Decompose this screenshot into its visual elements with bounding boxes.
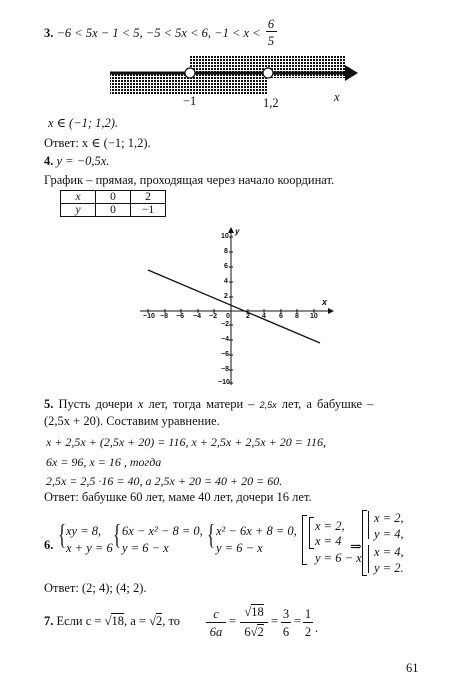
- table-row: [61, 191, 166, 204]
- fraction-denominator: 6: [282, 625, 290, 639]
- open-point-one-point-two: [263, 68, 273, 78]
- fraction-bar: [266, 31, 277, 32]
- problem-7-text: , то: [162, 614, 181, 628]
- graph-x-axis-label: x: [322, 297, 328, 307]
- y-tick-label: −4: [221, 336, 229, 343]
- radicand: 2: [257, 625, 264, 639]
- fraction-bar: [206, 622, 226, 623]
- problem-5-equation-1: x + 2,5x + (2,5x + 20) = 116, x + 2,5x + 2,5x + 20 = 116,: [46, 435, 326, 449]
- graph-y-axis-label: y: [235, 227, 240, 236]
- table-cell: 2: [131, 191, 166, 204]
- problem-5-text: лет, тогда матери –: [148, 397, 255, 411]
- system-equation: x² − 6x + 8 = 0,: [216, 524, 297, 538]
- x-tick-label: 8: [295, 313, 299, 320]
- value-table: [60, 190, 166, 217]
- system-brace: {: [207, 520, 216, 551]
- table-row: [61, 204, 166, 217]
- x-tick-label: −2: [209, 313, 217, 320]
- problem-6-answer: Ответ: (2; 4); (4; 2).: [44, 581, 147, 595]
- fraction-numerator: 3: [282, 607, 290, 621]
- problem-number: 4.: [44, 154, 54, 168]
- problem-7-line: [44, 615, 180, 628]
- system-equation: x = 4,: [374, 545, 404, 559]
- table-cell: x: [61, 191, 96, 204]
- problem-5-answer: Ответ: бабушке 60 лет, маме 40 лет, дочери 16 лет.: [44, 490, 312, 504]
- collection-bracket: [309, 517, 314, 549]
- sqrt-expression: √18: [104, 614, 124, 628]
- collection-bracket: [362, 510, 367, 576]
- equals-sign: =: [271, 614, 279, 628]
- y-tick-label: 6: [224, 263, 228, 270]
- problem-5-line-1: [44, 398, 373, 411]
- system-equation: x = 4: [315, 534, 342, 548]
- fraction-bar: [240, 622, 268, 623]
- table-cell: −1: [131, 204, 166, 217]
- x-tick-label: −6: [176, 313, 184, 320]
- fraction-numerator: 6: [267, 17, 275, 31]
- function-graph: [130, 225, 340, 390]
- problem-number: 6.: [44, 538, 54, 552]
- function-line: [148, 270, 320, 343]
- x-tick-label: 0: [226, 313, 230, 320]
- page-number: 61: [406, 661, 419, 675]
- system-equation: y = 6 − x: [122, 541, 169, 555]
- x-tick-label: 6: [279, 313, 283, 320]
- system-equation: y = 6 − x: [216, 541, 263, 555]
- y-tick-label: −10: [218, 379, 230, 386]
- number-line: [100, 50, 360, 105]
- problem-number: 7.: [44, 614, 54, 628]
- problem-3-answer: Ответ: x ∈ (−1; 1,2).: [44, 136, 151, 150]
- system-brace: [302, 515, 307, 565]
- radicand: 18: [251, 605, 264, 619]
- system-brace: {: [58, 520, 67, 551]
- problem-7-text: , a =: [123, 614, 146, 628]
- y-tick-label: −8: [221, 366, 229, 373]
- fraction-bar: [281, 622, 291, 623]
- system-equation: xy = 8,: [66, 524, 102, 538]
- problem-5-equation-2: 6x = 96, x = 16 , тогда: [46, 455, 162, 469]
- fraction-denominator: 6√2: [244, 625, 264, 639]
- problem-5-expression: 2,5x: [259, 400, 277, 410]
- y-tick-label: −2: [221, 321, 229, 328]
- radicand: 18: [111, 614, 124, 628]
- open-point-minus-one: [185, 68, 195, 78]
- coefficient: 6: [244, 625, 251, 639]
- x-tick-label: −8: [160, 313, 168, 320]
- y-tick-label: 10: [221, 233, 229, 240]
- axis-arrow-icon: [345, 65, 358, 81]
- y-tick-label: −6: [221, 351, 229, 358]
- problem-5-variable: x: [137, 397, 144, 411]
- system-brace: [368, 511, 372, 539]
- y-tick-label: 4: [224, 278, 228, 285]
- problem-3-line: [44, 27, 261, 40]
- system-brace: {: [113, 520, 122, 551]
- fraction-denominator: 2: [304, 625, 312, 639]
- fraction-numerator: c: [213, 607, 219, 621]
- system-brace: [368, 545, 372, 573]
- x-tick-label: 10: [310, 313, 318, 320]
- table-cell: 0: [96, 204, 131, 217]
- number-line-label-minus-one: −1: [183, 94, 197, 108]
- system-equation: y = 2.: [374, 561, 404, 575]
- fraction-denominator: 6a: [209, 625, 223, 639]
- number-line-axis-label: x: [334, 90, 340, 104]
- problem-7-text: Если c =: [56, 614, 102, 628]
- equals-sign: =: [294, 614, 302, 628]
- implies-arrow-icon: ⇒: [350, 540, 362, 555]
- sqrt-expression: √2: [149, 614, 163, 628]
- fraction-bar: [303, 622, 313, 623]
- problem-5-line-2: (2,5x + 20). Составим уравнение.: [44, 414, 220, 428]
- system-equation: y = 4,: [374, 527, 404, 541]
- equals-sign: =: [229, 614, 237, 628]
- problem-number: 5.: [44, 397, 54, 411]
- fraction-numerator: 1: [304, 607, 312, 621]
- problem-number: 3.: [44, 26, 54, 40]
- table-cell: 0: [96, 191, 131, 204]
- table-cell: y: [61, 204, 96, 217]
- problem-5-text: Пусть дочери: [58, 397, 133, 411]
- x-tick-label: 4: [262, 313, 266, 320]
- inequality-chain: −6 < 5x − 1 < 5, −5 < 5x < 6, −1 < x <: [56, 26, 261, 40]
- x-tick-label: −4: [193, 313, 201, 320]
- fraction-denominator: 5: [267, 34, 275, 48]
- interval-result: x ∈ (−1; 1,2).: [48, 116, 119, 130]
- graph-description: График – прямая, проходящая через начало координат.: [44, 173, 335, 187]
- system-equation: x = 2,: [315, 519, 345, 533]
- y-tick-label: 8: [224, 248, 228, 255]
- system-equation: x + y = 6: [66, 541, 113, 555]
- fraction-numerator: √18: [244, 605, 264, 619]
- period: .: [315, 621, 319, 635]
- problem-5-text: лет, а бабушке –: [281, 397, 374, 411]
- problem-5-equation-3: 2,5x = 2,5 ·16 = 40, а 2,5x + 20 = 40 + 20 = 60.: [46, 474, 283, 488]
- x-axis-arrow-icon: [328, 308, 334, 314]
- problem-4-line: [44, 155, 109, 168]
- function-equation: y = −0,5x.: [56, 154, 110, 168]
- x-tick-label: 2: [246, 313, 250, 320]
- number-line-label-one-point-two: 1,2: [263, 96, 279, 110]
- x-tick-label: −10: [143, 313, 155, 320]
- system-equation: y = 6 − x: [315, 551, 362, 565]
- y-tick-label: 2: [224, 293, 228, 300]
- system-equation: 6x − x² − 8 = 0,: [122, 524, 203, 538]
- system-equation: x = 2,: [374, 511, 404, 525]
- radicand: 2: [155, 614, 163, 628]
